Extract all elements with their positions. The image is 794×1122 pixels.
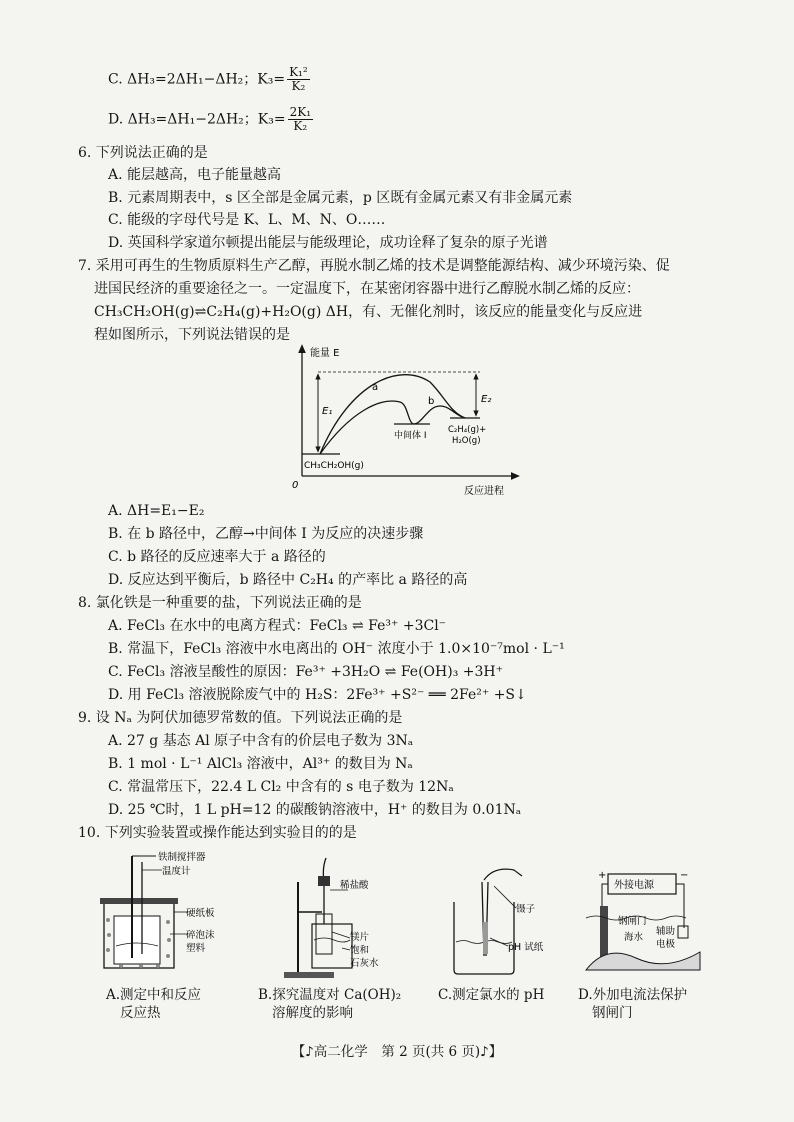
q7-stem-line-1: 7. 采用可再生的生物质原料生产乙醇，再脱水制乙烯的技术是调整能源结构、减少环境污染、促: [78, 258, 670, 274]
svg-text:−: −: [680, 870, 689, 881]
product-label-2: H₂O(g): [452, 436, 481, 446]
q8-option-d: D. 用 FeCl₃ 溶液脱除废气中的 H₂S：2Fe³⁺ +S²⁻ ══ 2Fe²⁺ +S↓: [108, 687, 527, 703]
fraction: [287, 66, 310, 93]
energy-diagram: [280, 342, 540, 498]
fraction-denominator: K₂: [291, 79, 306, 93]
origin-label: 0: [292, 480, 299, 491]
apparatus-a-caption: [106, 986, 201, 1022]
q7-option-a: A. ΔH=E₁−E₂: [108, 503, 205, 519]
q8-stem: 8. 氯化铁是一种重要的盐，下列说法正确的是: [78, 595, 362, 611]
q5-option-c-text: C. ΔH₃=2ΔH₁−ΔH₂；K₃=: [108, 71, 286, 88]
q7-stem-line-2: 进国民经济的重要途径之一。一定温度下，在某密闭容器中进行乙醇脱水制乙烯的反应：: [94, 281, 640, 297]
product-label-1: C₂H₄(g)+: [448, 425, 487, 435]
q6-option-a: A. 能层越高，电子能量越高: [108, 167, 282, 183]
curve-a: [320, 375, 465, 454]
caption-line: 钢闸门: [592, 1005, 633, 1021]
label-stirrer: 铁制搅拌器: [158, 852, 206, 863]
q9-stem: 9. 设 Nₐ 为阿伏加德罗常数的值。下列说法正确的是: [78, 710, 403, 726]
label-auxiliary: 辅助: [656, 926, 676, 937]
label-steel-gate: 钢闸门: [618, 916, 647, 927]
label-power-supply: 外接电源: [614, 880, 654, 891]
e2-label: E₂: [481, 394, 492, 405]
q6-option-d: D. 英国科学家道尔顿提出能层与能级理论，成功诠释了复杂的原子光谱: [108, 235, 548, 251]
label-electrode: 电极: [656, 939, 676, 950]
q6-stem: 6. 下列说法正确的是: [78, 145, 208, 161]
label-foam: 碎泡沫: [186, 930, 215, 941]
page-footer: 【♪高二化学 第 2 页(共 6 页)♪】: [291, 1044, 503, 1060]
x-axis-label: 反应进程: [464, 486, 504, 497]
q7-stem-line-3: CH₃CH₂OH(g)⇌C₂H₄(g)+H₂O(g) ΔH，有、无催化剂时，该反应的能量变化与反应进: [94, 304, 643, 320]
q5-option-d-text: D. ΔH₃=ΔH₁−2ΔH₂；K₃=: [108, 111, 286, 128]
label-cardboard: 硬纸板: [186, 908, 215, 919]
fraction-denominator: K₂: [293, 119, 308, 133]
path-b-label: b: [428, 396, 435, 407]
label-ph-paper: pH 试纸: [508, 942, 544, 953]
apparatus-a-figure: [96, 850, 226, 980]
q7-option-d: D. 反应达到平衡后，b 路径中 C₂H₄ 的产率比 a 路径的高: [108, 572, 468, 588]
caption-line: A.测定中和反应: [106, 987, 202, 1003]
y-axis-label: 能量 E: [310, 348, 340, 359]
intermediate-label: 中间体 I: [394, 431, 427, 441]
label-mg-strip: 镁片: [350, 932, 370, 943]
label-seawater: 海水: [624, 932, 644, 943]
svg-text:+: +: [598, 870, 607, 881]
reactant-label: CH₃CH₂OH(g): [304, 461, 364, 471]
apparatus-d-caption: [578, 986, 687, 1022]
label-dilute-hcl: 稀盐酸: [340, 880, 369, 891]
q7-stem-line-4: 程如图所示，下列说法错误的是: [94, 327, 290, 343]
label-limewater: 石灰水: [350, 958, 379, 969]
q8-option-c: C. FeCl₃ 溶液呈酸性的原因：Fe³⁺ +3H₂O ⇌ Fe(OH)₃ +3H⁺: [108, 664, 503, 680]
apparatus-c-caption: [438, 986, 544, 1004]
q10-stem: 10. 下列实验装置或操作能达到实验目的的是: [78, 825, 357, 841]
q8-option-b: B. 常温下，FeCl₃ 溶液中水电离出的 OH⁻ 浓度小于 1.0×10⁻⁷mol · L⁻¹: [108, 641, 565, 657]
fraction-numerator: 2K₁: [289, 105, 312, 119]
q7-option-c: C. b 路径的反应速率大于 a 路径的: [108, 549, 326, 565]
label-saturated: 饱和: [350, 945, 370, 956]
apparatus-d-figure: [584, 868, 704, 978]
q8-option-a: A. FeCl₃ 在水中的电离方程式：FeCl₃ ⇌ Fe³⁺ +3Cl⁻: [108, 618, 447, 634]
q5-option-d: [108, 106, 313, 133]
label-thermometer: 温度计: [162, 866, 191, 877]
q9-option-b: B. 1 mol · L⁻¹ AlCl₃ 溶液中，Al³⁺ 的数目为 Nₐ: [108, 756, 413, 772]
label-plastic: 塑料: [186, 943, 206, 954]
q9-option-a: A. 27 g 基态 Al 原子中含有的价层电子数为 3Nₐ: [108, 733, 414, 749]
fraction-numerator: K₁²: [289, 65, 308, 79]
path-a-label: a: [372, 382, 379, 393]
q6-option-c: C. 能级的字母代号是 K、L、M、N、O……: [108, 212, 386, 228]
caption-line: D.外加电流法保护: [578, 987, 688, 1003]
caption-line: 溶解度的影响: [272, 1005, 353, 1021]
apparatus-c-figure: [448, 862, 558, 982]
caption-line: 反应热: [120, 1005, 161, 1021]
q5-option-c: [108, 66, 310, 93]
q9-option-d: D. 25 ℃时，1 L pH=12 的碳酸钠溶液中，H⁺ 的数目为 0.01Nₐ: [108, 802, 522, 818]
q6-option-b: B. 元素周期表中，s 区全部是金属元素，p 区既有金属元素又有非金属元素: [108, 190, 573, 206]
fraction: [288, 106, 313, 133]
apparatus-b-caption: [258, 986, 401, 1022]
apparatus-b-figure: [282, 852, 402, 982]
curve-b: [320, 401, 465, 454]
caption-line: C.测定氯水的 pH: [438, 987, 545, 1003]
e1-label: E₁: [322, 406, 333, 417]
label-tweezers: 镊子: [516, 904, 536, 915]
q7-option-b: B. 在 b 路径中，乙醇→中间体 I 为反应的决速步骤: [108, 526, 424, 542]
q9-option-c: C. 常温常压下，22.4 L Cl₂ 中含有的 s 电子数为 12Nₐ: [108, 779, 454, 795]
caption-line: B.探究温度对 Ca(OH)₂: [258, 987, 402, 1003]
